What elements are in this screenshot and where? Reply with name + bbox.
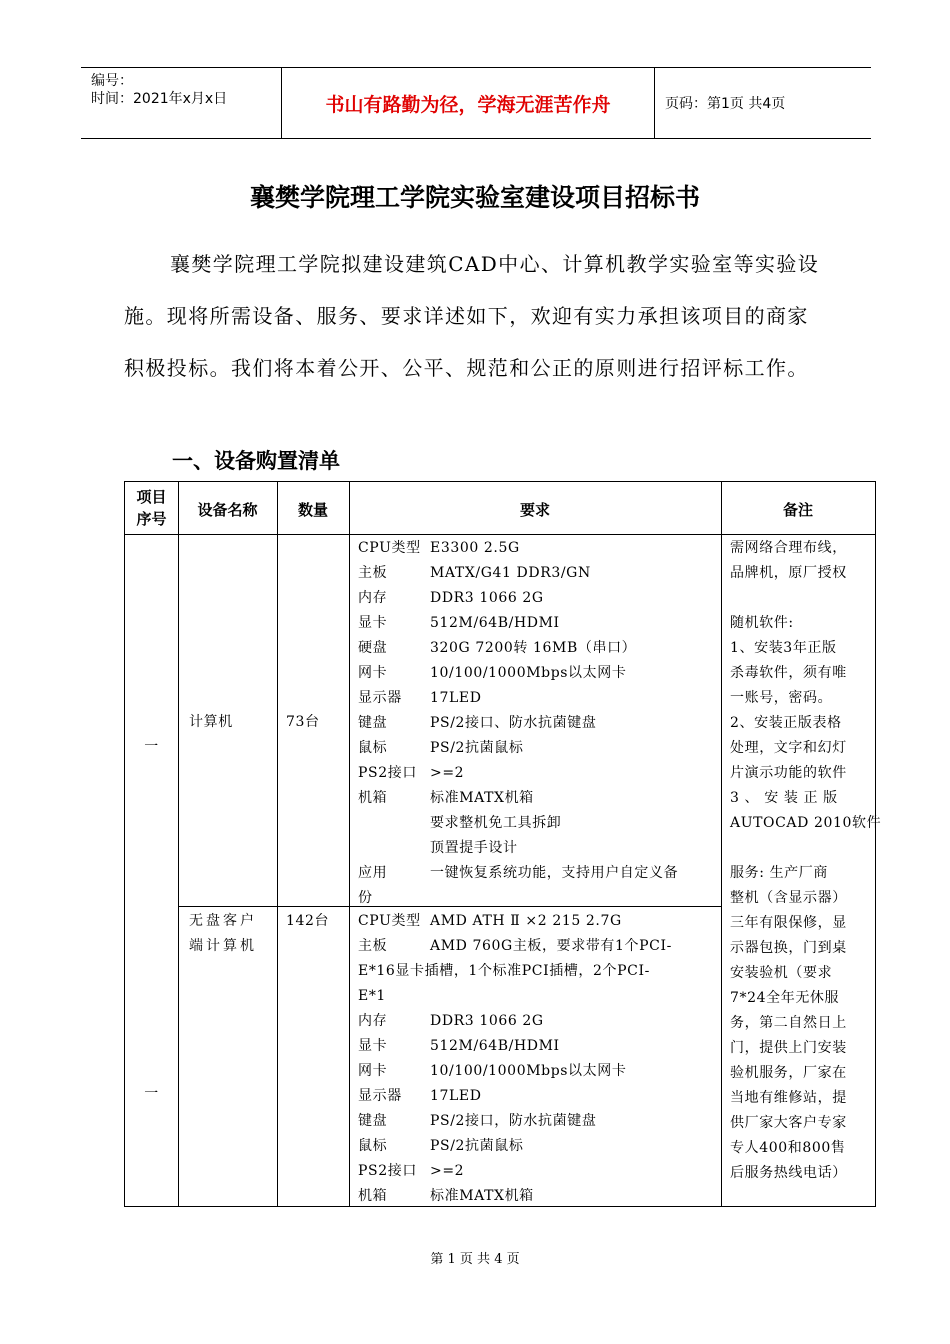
header-name: 设备名称 [197, 501, 258, 519]
requirement-line [358, 536, 714, 561]
requirement-line [358, 786, 714, 811]
requirement-line [358, 1059, 714, 1084]
requirement-line [358, 1009, 714, 1034]
requirement-value: E3300 2.5G [430, 540, 520, 556]
header-motto: 书山有路勤为径，学海无涯苦作舟 [281, 68, 655, 138]
remark-line [730, 586, 870, 611]
requirement-key: 机箱 [358, 790, 388, 806]
requirement-value: AMD 760G主板，要求带有1个PCI- [430, 938, 672, 954]
requirement-line [358, 934, 714, 959]
requirement-value: 512M/64B/HDMI [430, 615, 560, 631]
requirement-line [358, 1109, 714, 1134]
requirement-value: >=2 [430, 765, 465, 781]
requirement-value: 10/100/1000Mbps以太网卡 [430, 665, 627, 681]
remarks-cell [730, 536, 882, 1186]
requirement-line [358, 1034, 714, 1059]
requirement-key: PS2接口 [358, 1163, 417, 1179]
requirement-key: 应用 [358, 865, 388, 881]
remark-line: 3 、 安 装 正 版 [730, 790, 838, 806]
header-qty: 数量 [297, 501, 328, 519]
remark-line: 杀毒软件，须有唯 [730, 665, 847, 681]
requirement-key: 主板 [358, 938, 388, 954]
remark-line: 后服务热线电话） [730, 1165, 847, 1181]
requirement-key: E*16显卡插槽，1个标准PCI插槽，2个PCI- [358, 963, 650, 979]
row2-requirements [358, 909, 714, 1209]
remark-line: 品牌机，原厂授权 [730, 565, 847, 581]
page-header [81, 67, 871, 139]
header-page-info: 页码：第1页 共4页 [665, 96, 786, 112]
section-heading: 一、设备购置清单 [172, 449, 340, 473]
requirement-key: 份 [358, 890, 373, 906]
requirement-line [358, 959, 714, 984]
requirement-value: 512M/64B/HDMI [430, 1038, 560, 1054]
requirement-value: PS/2接口、防水抗菌键盘 [430, 715, 597, 731]
remark-line: 1、安装3年正版 [730, 640, 837, 656]
requirement-key: 网卡 [358, 1063, 388, 1079]
requirement-line [358, 1084, 714, 1109]
requirement-key: E*1 [358, 988, 386, 1004]
requirement-line [358, 886, 714, 911]
remark-line [730, 836, 870, 861]
requirement-key [358, 836, 430, 861]
equipment-table [124, 481, 882, 1207]
requirement-value: 17LED [430, 1088, 482, 1104]
remark-line: 当地有维修站，提 [730, 1090, 847, 1106]
requirement-value: PS/2抗菌鼠标 [430, 740, 524, 756]
requirement-line [358, 561, 714, 586]
requirement-key: 机箱 [358, 1188, 388, 1204]
requirement-key: CPU类型 [358, 913, 421, 929]
requirement-line [358, 586, 714, 611]
document-title: 襄樊学院理工学院实验室建设项目招标书 [249, 183, 700, 212]
remark-line: 验机服务，厂家在 [730, 1065, 847, 1081]
requirement-value: DDR3 1066 2G [430, 590, 544, 606]
requirement-line [358, 1134, 714, 1159]
row1-seq: 一 [144, 739, 159, 755]
requirement-value: PS/2接口，防水抗菌键盘 [430, 1113, 597, 1129]
row2-seq: 一 [144, 1086, 159, 1102]
remark-line: 安装验机（要求 [730, 965, 833, 981]
row1-name: 计算机 [189, 714, 233, 730]
remark-line: 一账号，密码。 [730, 690, 833, 706]
requirement-value: 标准MATX机箱 [430, 1188, 534, 1204]
remark-line: 供厂家大客户专家 [730, 1115, 847, 1131]
requirement-line [358, 1159, 714, 1184]
remark-line: 2、安装正版表格 [730, 715, 842, 731]
remark-line: 7*24全年无休服 [730, 990, 840, 1006]
requirement-line [358, 761, 714, 786]
requirement-line [358, 661, 714, 686]
requirement-value: >=2 [430, 1163, 465, 1179]
requirement-line [358, 711, 714, 736]
requirement-line [358, 611, 714, 636]
row1-qty: 73台 [286, 714, 320, 730]
requirement-key: 网卡 [358, 665, 388, 681]
header-req: 要求 [519, 501, 550, 519]
requirement-line [358, 736, 714, 761]
requirement-key: 内存 [358, 590, 388, 606]
remark-line: 随机软件: [730, 615, 794, 631]
row1-requirements [358, 536, 714, 911]
requirement-key: 键盘 [358, 715, 388, 731]
requirement-line [358, 811, 714, 836]
remark-line: 需网络合理布线， [730, 540, 847, 556]
row2-qty: 142台 [286, 913, 330, 929]
row2-name: 无盘客户端计算机 [189, 913, 257, 954]
remark-line: 处理，文字和幻灯 [730, 740, 847, 756]
requirement-key: 硬盘 [358, 640, 388, 656]
requirement-key: PS2接口 [358, 765, 417, 781]
requirement-key [358, 811, 430, 836]
remark-line: AUTOCAD 2010软件 [730, 815, 882, 831]
requirement-value: 320G 7200转 16MB（串口） [430, 640, 637, 656]
requirement-value: 标准MATX机箱 [430, 790, 534, 806]
requirement-value: 一键恢复系统功能，支持用户自定义备 [430, 865, 679, 881]
remark-line: 专人400和800售 [730, 1140, 846, 1156]
page-footer: 第 1 页 共 4 页 [430, 1252, 520, 1267]
requirement-value: DDR3 1066 2G [430, 1013, 544, 1029]
requirement-value: 顶置提手设计 [430, 840, 518, 856]
requirement-key: 显示器 [358, 1088, 402, 1104]
requirement-key: 显卡 [358, 1038, 388, 1054]
header-remark: 备注 [782, 501, 813, 519]
intro-paragraph: 襄樊学院理工学院拟建设建筑CAD中心、计算机教学实验室等实验设施。现将所需设备、服务、要求详述如下，欢迎有实力承担该项目的商家积极投标。我们将本着公开、公平、规范和公正的原则进行招评标工作。 [124, 252, 820, 380]
requirement-value: 要求整机免工具拆卸 [430, 815, 562, 831]
requirement-line [358, 984, 714, 1009]
requirement-key: 键盘 [358, 1113, 388, 1129]
remark-line: 三年有限保修，显 [730, 915, 847, 931]
remark-line: 务，第二自然日上 [730, 1015, 847, 1031]
requirement-key: 鼠标 [358, 1138, 388, 1154]
requirement-value: MATX/G41 DDR3/GN [430, 565, 591, 581]
remark-line: 示器包换，门到桌 [730, 940, 847, 956]
requirement-key: 内存 [358, 1013, 388, 1029]
requirement-key: 显卡 [358, 615, 388, 631]
requirement-key: 主板 [358, 565, 388, 581]
header-seq: 项目 序号 [136, 488, 167, 528]
requirement-line [358, 836, 714, 861]
requirement-value: 10/100/1000Mbps以太网卡 [430, 1063, 627, 1079]
requirement-key: CPU类型 [358, 540, 421, 556]
requirement-value: PS/2抗菌鼠标 [430, 1138, 524, 1154]
remark-line: 片演示功能的软件 [730, 765, 847, 781]
header-number: 编号： [91, 73, 133, 89]
requirement-value: 17LED [430, 690, 482, 706]
requirement-line [358, 686, 714, 711]
requirement-line [358, 1184, 714, 1209]
remark-line: 服务: 生产厂商 [730, 865, 828, 881]
requirement-line [358, 636, 714, 661]
requirement-key: 显示器 [358, 690, 402, 706]
remark-line: 整机（含显示器） [730, 890, 847, 906]
requirement-line [358, 861, 714, 886]
requirement-value: AMD ATH Ⅱ ×2 215 2.7G [430, 913, 622, 929]
header-time: 时间：2021年x月x日 [91, 91, 228, 107]
requirement-line [358, 909, 714, 934]
header-meta [81, 68, 281, 142]
remark-line: 门，提供上门安装 [730, 1040, 847, 1056]
requirement-key: 鼠标 [358, 740, 388, 756]
